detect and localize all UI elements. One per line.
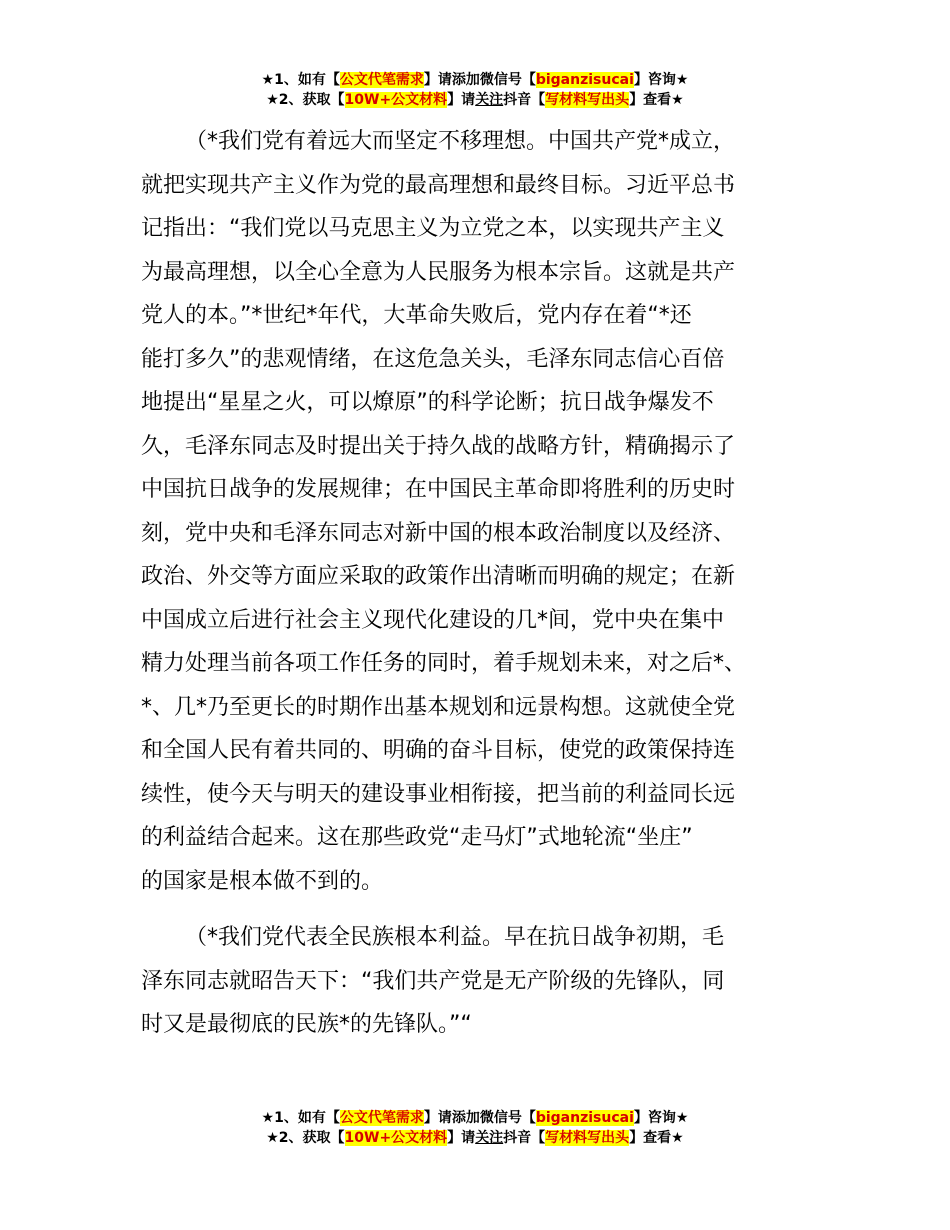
- banner-text: ★2、获取【: [266, 92, 345, 108]
- highlight-ghostwriting: 公文代笔需求: [339, 1110, 424, 1126]
- text-line: （*我们党有着远大而坚定不移理想。中国共产党*成立，: [185, 129, 736, 154]
- text-line: 地提出“星星之火，可以燎原”的科学论断；抗日战争爆发不: [141, 390, 714, 415]
- text-line: 的利益结合起来。这在那些政党“走马灯”式地轮流“坐庄”: [141, 825, 693, 850]
- banner-text: 】请添加微信号【: [423, 72, 536, 88]
- banner-text: 抖音【: [503, 92, 546, 108]
- text-line: *、几*乃至更长的时期作出基本规划和远景构想。这就使全党: [141, 694, 736, 720]
- text-line: 久，毛泽东同志及时提出关于持久战的战略方针，精确揭示了: [141, 433, 736, 459]
- banner-text: 】请: [447, 1130, 476, 1146]
- footer-banner: [0, 1108, 950, 1148]
- highlight-wechat-id: biganzisucai: [535, 1110, 634, 1126]
- text-line: 的国家是根本做不到的。: [141, 868, 384, 894]
- banner-text: ★1、如有【: [261, 1110, 340, 1126]
- text-line: 记指出：“我们党以马克思主义为立党之本，以实现共产主义: [141, 216, 725, 241]
- highlight-materials: 10W+公文材料: [344, 1130, 448, 1146]
- text-line: 刻，党中央和毛泽东同志对新中国的根本政治制度以及经济、: [141, 520, 736, 546]
- banner-text: 抖音【: [503, 1130, 546, 1146]
- header-banner-line-2: [0, 90, 950, 110]
- highlight-douyin-account: 写材料写出头: [545, 1130, 630, 1146]
- footer-banner-line-1: [0, 1108, 950, 1128]
- highlight-douyin-account: 写材料写出头: [545, 92, 630, 108]
- text-line: 中国成立后进行社会主义现代化建设的几*间，党中央在集中: [141, 607, 725, 633]
- text-line: 党人的本。”*世纪*年代，大革命失败后，党内存在着“*还: [141, 303, 692, 328]
- footer-banner-line-2: [0, 1128, 950, 1148]
- banner-text: 】请添加微信号【: [423, 1110, 536, 1126]
- banner-text: 】查看★: [629, 1130, 684, 1146]
- banner-text: 】咨询★: [633, 1110, 689, 1126]
- header-banner: [0, 70, 950, 110]
- paragraph-2: [141, 916, 821, 1047]
- banner-text: ★1、如有【: [261, 72, 340, 88]
- text-line: 为最高理想，以全心全意为人民服务为根本宗旨。这就是共产: [141, 259, 736, 285]
- text-line: 和全国人民有着共同的、明确的奋斗目标，使党的政策保持连: [141, 738, 736, 763]
- highlight-materials: 10W+公文材料: [344, 92, 448, 108]
- text-line: 时又是最彻底的民族*的先锋队。”“: [141, 1012, 472, 1037]
- banner-text: 】咨询★: [633, 72, 689, 88]
- underlined-follow: 关注: [475, 92, 504, 108]
- text-line: 政治、外交等方面应采取的政策作出清晰而明确的规定；在新: [141, 564, 736, 589]
- text-line: 中国抗日战争的发展规律；在中国民主革命即将胜利的历史时: [141, 477, 736, 502]
- highlight-wechat-id: biganzisucai: [535, 72, 634, 88]
- text-line: 就把实现共产主义作为党的最高理想和最终目标。习近平总书: [141, 172, 736, 198]
- highlight-ghostwriting: 公文代笔需求: [339, 72, 424, 88]
- document-body: [141, 120, 821, 1047]
- banner-text: ★2、获取【: [266, 1130, 345, 1146]
- text-line: 续性，使今天与明天的建设事业相衔接，把当前的利益同长远: [141, 781, 736, 807]
- banner-text: 】请: [447, 92, 476, 108]
- underlined-follow: 关注: [475, 1130, 504, 1146]
- banner-text: 】查看★: [629, 92, 684, 108]
- paragraph-1: [141, 120, 821, 903]
- text-line: （*我们党代表全民族根本利益。早在抗日战争初期，毛: [185, 925, 725, 950]
- text-line: 精力处理当前各项工作任务的同时，着手规划未来，对之后*、: [141, 651, 747, 676]
- header-banner-line-1: [0, 70, 950, 90]
- text-line: 能打多久”的悲观情绪，在这危急关头，毛泽东同志信心百倍: [141, 346, 725, 372]
- text-line: 泽东同志就昭告天下：“我们共产党是无产阶级的先锋队，同: [141, 968, 725, 994]
